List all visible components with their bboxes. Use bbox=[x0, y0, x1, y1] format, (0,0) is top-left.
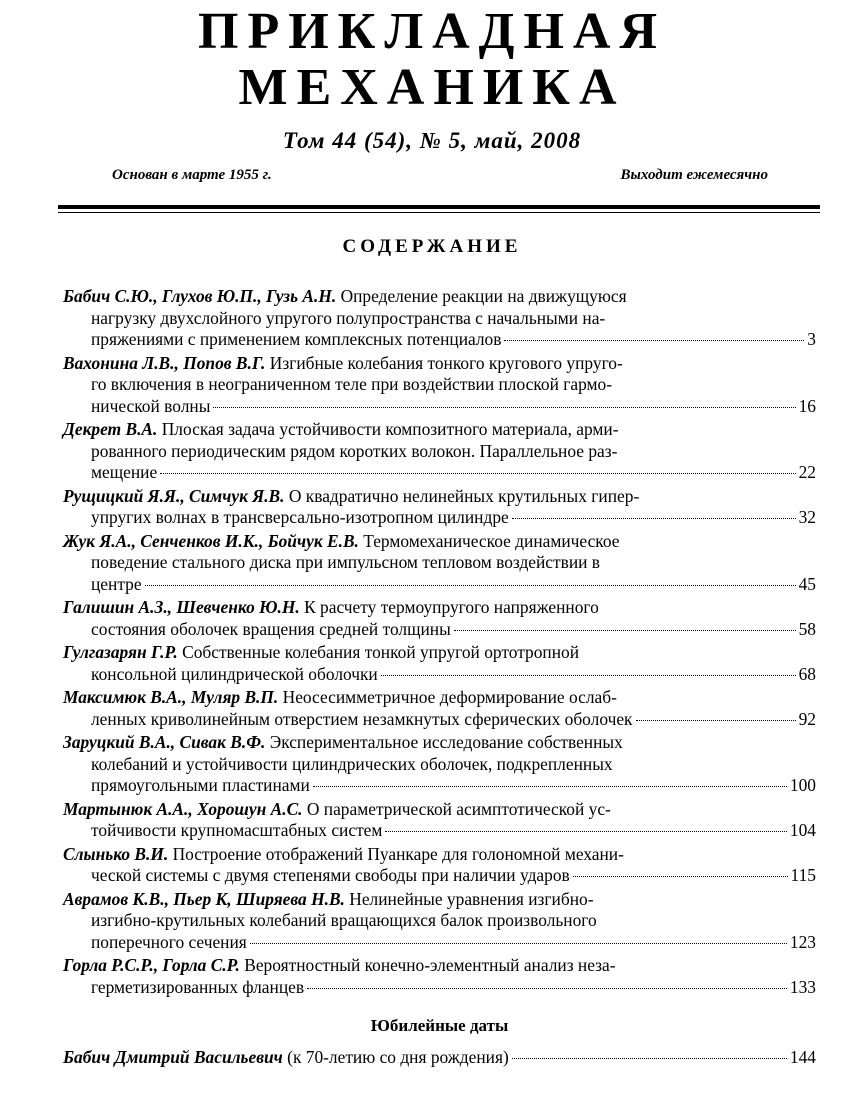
leader-dots bbox=[250, 943, 787, 944]
journal-title-line1: ПРИКЛАДНАЯ bbox=[198, 3, 666, 60]
leader-dots bbox=[160, 473, 795, 474]
entry-title-line: консольной цилиндрической оболочки bbox=[91, 663, 378, 684]
entry-title-line: нагрузку двухслойного упругого полупространства с начальными на- bbox=[91, 307, 606, 328]
leader-dots bbox=[636, 720, 796, 721]
journal-title-line2: МЕХАНИКА bbox=[238, 59, 626, 116]
entry-title-line: К расчету термоупругого напряженного bbox=[304, 597, 599, 617]
entry-title-line: изгибно-крутильных колебаний вращающихся балок произвольного bbox=[91, 910, 597, 930]
entry-authors: Жук Я.А., Сенченков И.К., Бойчук Е.В. bbox=[63, 530, 359, 551]
entry-authors: Бабич С.Ю., Глухов Ю.П., Гузь А.Н. bbox=[63, 286, 337, 306]
entry-title-line: пряжениями с применением комплексных потенциалов bbox=[91, 329, 502, 349]
frequency-note: Выходит ежемесячно bbox=[620, 167, 768, 183]
leader-dots bbox=[512, 1058, 787, 1059]
page-number: 45 bbox=[798, 573, 816, 594]
leader-dots bbox=[381, 675, 796, 676]
toc-entries bbox=[63, 286, 816, 998]
entry-authors: Максимюк В.А., Муляр В.П. bbox=[63, 687, 279, 707]
entry-authors: Гулгазарян Г.Р. bbox=[63, 642, 178, 662]
entry-authors: Слынько В.И. bbox=[63, 843, 169, 864]
jubilee-name: Бабич Дмитрий Васильевич bbox=[63, 1047, 283, 1067]
entry-title-line: го включения в неограниченном теле при воздействии плоской гармо- bbox=[91, 374, 613, 394]
toc-entry bbox=[63, 419, 816, 484]
entry-title-line: Неосесимметричное деформирование ослаб- bbox=[282, 687, 617, 707]
entry-title-line: Термомеханическое динамическое bbox=[363, 530, 620, 551]
entry-title-line: упругих волнах в трансверсально-изотропном цилиндре bbox=[91, 507, 509, 527]
header-rule-thick bbox=[58, 205, 820, 209]
entry-title-line: Изгибные колебания тонкого кругового упруго- bbox=[269, 352, 623, 373]
page-number: 16 bbox=[798, 395, 816, 416]
leader-dots bbox=[512, 518, 796, 519]
jubilee-text: (к 70-летию со дня рождения) bbox=[287, 1047, 509, 1067]
page-number: 123 bbox=[789, 931, 816, 952]
page-number: 58 bbox=[798, 618, 816, 639]
entry-authors: Вахонина Л.В., Попов В.Г. bbox=[63, 352, 266, 373]
section-title-jubilee: Юбилейные даты bbox=[370, 1016, 509, 1035]
entry-title-line: Плоская задача устойчивости композитного материала, арми- bbox=[161, 419, 619, 439]
entry-authors: Горла Р.С.Р., Горла С.Р. bbox=[63, 955, 240, 975]
leader-dots bbox=[145, 585, 796, 586]
page-number: 92 bbox=[798, 708, 816, 729]
entry-title-line: Собственные колебания тонкой упругой ортотропной bbox=[182, 642, 580, 662]
page-number: 104 bbox=[789, 820, 816, 840]
toc-entry bbox=[63, 844, 816, 887]
page-number: 100 bbox=[789, 775, 816, 795]
entry-title-line: нической волны bbox=[91, 395, 211, 416]
contents-title: СОДЕРЖАНИЕ bbox=[342, 236, 522, 257]
toc-entry bbox=[63, 799, 816, 842]
toc-entry bbox=[63, 486, 816, 529]
entry-title-line: мещение bbox=[91, 462, 158, 482]
entry-title-line: поперечного сечения bbox=[91, 931, 247, 952]
entry-title-line: Экспериментальное исследование собственных bbox=[269, 732, 623, 752]
entry-title-line: тойчивости крупномасштабных систем bbox=[91, 820, 383, 840]
leader-dots bbox=[385, 831, 787, 832]
leader-dots bbox=[307, 988, 787, 989]
entry-title-line: состояния оболочек вращения средней толщины bbox=[91, 618, 451, 639]
table-of-contents bbox=[63, 286, 816, 1069]
entry-title-line: герметизированных фланцев bbox=[91, 976, 305, 997]
page-number: 133 bbox=[789, 976, 816, 997]
entry-authors: Мартынюк А.А., Хорошун А.С. bbox=[63, 798, 303, 819]
entry-title-line: рованного периодическим рядом коротких волокон. Параллельное раз- bbox=[91, 440, 618, 461]
entry-title-line: Построение отображений Пуанкаре для голономной механи- bbox=[172, 843, 624, 864]
page-number: 3 bbox=[807, 329, 816, 349]
toc-entry bbox=[63, 642, 816, 685]
entry-authors: Декрет В.А. bbox=[63, 419, 158, 439]
entry-title-line: поведение стального диска при импульсном тепловом воздействии в bbox=[91, 552, 601, 572]
entry-title-line: О параметрической асимптотической ус- bbox=[306, 798, 611, 819]
toc-entry bbox=[63, 955, 816, 998]
entry-title-line: Определение реакции на движущуюся bbox=[340, 286, 627, 306]
toc-entry bbox=[63, 597, 816, 640]
page-number: 144 bbox=[789, 1047, 816, 1067]
entry-authors: Рущицкий Я.Я., Симчук Я.В. bbox=[63, 485, 285, 506]
entry-authors: Аврамов К.В., Пьер К, Ширяева Н.В. bbox=[63, 888, 345, 909]
entry-authors: Галишин А.З., Шевченко Ю.Н. bbox=[63, 597, 300, 617]
entry-title-line: Нелинейные уравнения изгибно- bbox=[349, 888, 594, 909]
entry-title-line: прямоугольными пластинами bbox=[91, 775, 310, 795]
toc-entry bbox=[63, 889, 816, 954]
page-number: 22 bbox=[798, 462, 816, 482]
leader-dots bbox=[454, 630, 796, 631]
entry-title-line: ленных криволинейным отверстием незамкнутых сферических оболочек bbox=[91, 708, 633, 729]
page-number: 115 bbox=[790, 865, 816, 885]
leader-dots bbox=[313, 786, 787, 787]
toc-entry bbox=[63, 732, 816, 797]
issue-info: Том 44 (54), № 5, май, 2008 bbox=[282, 128, 582, 153]
leader-dots bbox=[213, 407, 795, 408]
entry-title-line: ческой системы с двумя степенями свободы при наличии ударов bbox=[91, 865, 570, 885]
entry-title-line: центре bbox=[91, 573, 142, 594]
jubilee-entry bbox=[63, 1047, 816, 1069]
toc-entry bbox=[63, 531, 816, 596]
page-number: 32 bbox=[798, 507, 816, 527]
toc-entry bbox=[63, 687, 816, 730]
leader-dots bbox=[573, 876, 788, 877]
leader-dots bbox=[504, 340, 804, 341]
entry-title-line: О квадратично нелинейных крутильных гипер- bbox=[288, 485, 640, 506]
header-rule-thin bbox=[58, 212, 820, 213]
entry-authors: Заруцкий В.А., Сивак В.Ф. bbox=[63, 732, 266, 752]
page-number: 68 bbox=[798, 663, 816, 684]
founded-note: Основан в марте 1955 г. bbox=[112, 167, 272, 183]
toc-entry bbox=[63, 353, 816, 418]
toc-entry bbox=[63, 286, 816, 351]
entry-title-line: колебаний и устойчивости цилиндрических оболочек, подкрепленных bbox=[91, 753, 613, 774]
entry-title-line: Вероятностный конечно-элементный анализ неза- bbox=[244, 955, 616, 975]
